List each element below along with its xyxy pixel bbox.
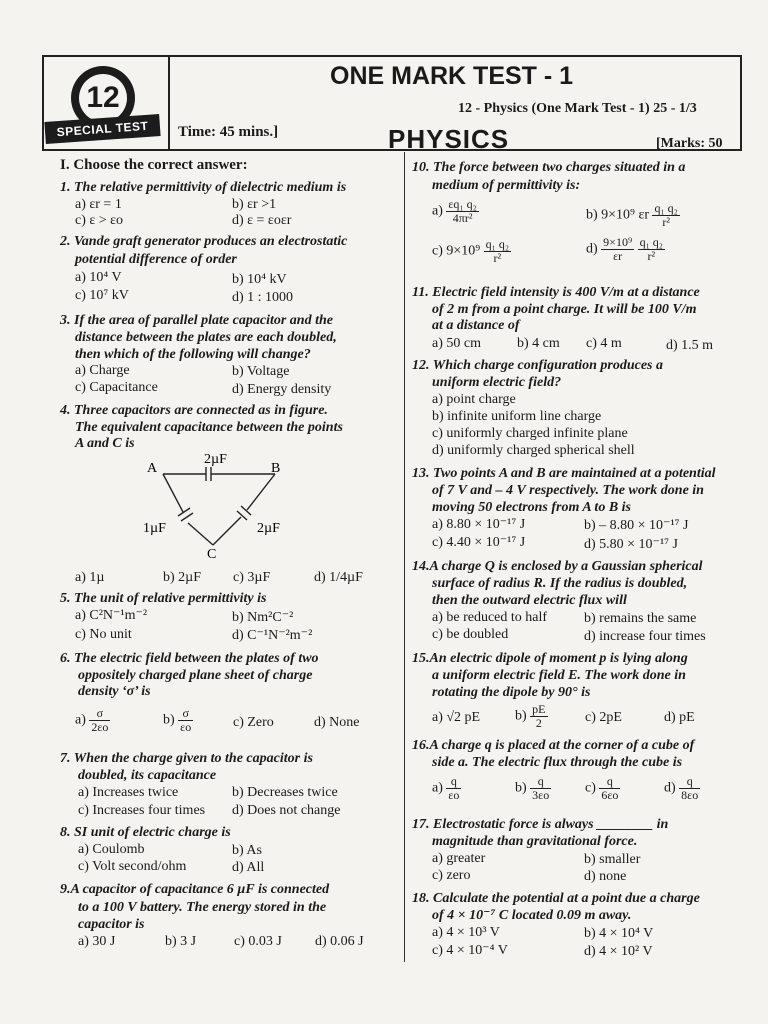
q11-option-a: a) 50 cm (432, 336, 481, 351)
question-6-line-3: density ‘σ’ is (78, 684, 151, 699)
question-10-line-2: medium of permittivity is: (432, 178, 581, 193)
q7-option-d: d) Does not change (232, 803, 341, 818)
q12-option-b: b) infinite uniform line charge (432, 409, 602, 424)
q6-option-d: d) None (314, 715, 360, 730)
q2-option-d: d) 1 : 1000 (232, 290, 294, 305)
test-title: ONE MARK TEST - 1 (330, 62, 574, 90)
question-3-line-2: distance between the plates are each doubled, (75, 330, 337, 345)
q10-option-a (432, 198, 479, 225)
q10-option-b (586, 202, 680, 229)
test-subtitle: 12 - Physics (One Mark Test - 1) 25 - 1/3 (458, 101, 697, 116)
q10c-numerator: q₁ q₂ (485, 237, 510, 251)
q5-option-d: d) C⁻¹N⁻²m⁻² (232, 628, 313, 643)
q11-option-d: d) 1.5 m (666, 338, 714, 353)
q10d-numerator-2: q₁ q₂ (639, 235, 663, 249)
q9-option-d: d) 0.06 J (315, 934, 364, 949)
q16a-denominator: εo (448, 788, 460, 802)
q15-option-d: d) pE (664, 710, 695, 725)
q9-option-b: b) 3 J (165, 934, 197, 949)
q10d-numerator-1: 9×10⁹ (603, 235, 633, 249)
badge-ribbon: SPECIAL TEST (44, 114, 160, 144)
q14-option-c: c) be doubled (432, 627, 509, 642)
question-7-line-2: doubled, its capacitance (78, 768, 217, 783)
q16b-fraction (530, 775, 551, 802)
question-8: 8. SI unit of electric charge is (60, 825, 231, 840)
q7-option-c: c) Increases four times (78, 803, 206, 818)
q3-option-a: a) Charge (75, 363, 130, 378)
q10d-prefix: d) (586, 241, 598, 257)
section-heading: I. Choose the correct answer: (60, 157, 248, 173)
q6a-prefix: a) (75, 712, 86, 728)
q16b-denominator: 3εo (532, 788, 550, 802)
q8-option-c: c) Volt second/ohm (78, 859, 187, 874)
q16c-fraction (599, 775, 620, 802)
q2-option-b: b) 10⁴ kV (232, 272, 287, 287)
q1-option-b: b) εr >1 (232, 197, 277, 212)
q10a-prefix: a) (432, 203, 443, 219)
question-14-line-2: surface of radius R. If the radius is doubled, (432, 576, 688, 591)
marks-label: [Marks: 50 (656, 136, 723, 151)
question-13-line-3: moving 50 electrons from A to B is (432, 500, 631, 515)
question-11-line-1: 11. Electric field intensity is 400 V/m at a distance (412, 285, 700, 300)
q12-option-c: c) uniformly charged infinite plane (432, 426, 628, 441)
q10a-denominator: 4πr² (452, 211, 473, 225)
q16a-numerator: q (446, 775, 461, 789)
q14-option-d: d) increase four times (584, 629, 706, 644)
question-17-line-1: 17. Electrostatic force is always ________ in (412, 817, 669, 832)
question-3-line-1: 3. If the area of parallel plate capacitor and the (60, 313, 333, 328)
question-14-line-3: then the outward electric flux will (432, 593, 627, 608)
question-4-line-2: The equivalent capacitance between the points (75, 420, 343, 435)
q2-option-a: a) 10⁴ V (75, 270, 122, 285)
q8-option-d: d) All (232, 860, 265, 875)
q8-option-a: a) Coulomb (78, 842, 145, 857)
q17-option-a: a) greater (432, 851, 486, 866)
q16d-numerator: q (679, 775, 700, 789)
question-12-line-1: 12. Which charge configuration produces a (412, 358, 663, 373)
q4-option-c: c) 3µF (233, 570, 271, 585)
question-18-line-1: 18. Calculate the potential at a point due a charge (412, 891, 700, 906)
question-9-line-1: 9.A capacitor of capacitance 6 µF is connected (60, 882, 330, 897)
q4-option-a: a) 1µ (75, 570, 105, 585)
q10d-fraction-1 (601, 236, 634, 263)
q4-option-b: b) 2µF (163, 570, 202, 585)
q10d-denominator-2: r² (647, 249, 656, 263)
q16d-prefix: d) (664, 780, 676, 796)
question-16-line-1: 16.A charge q is placed at the corner of a cube of (412, 738, 695, 753)
q10b-fraction (652, 202, 679, 229)
q6b-prefix: b) (163, 712, 175, 728)
q18-option-b: b) 4 × 10⁴ V (584, 926, 654, 941)
question-7-line-1: 7. When the charge given to the capacitor is (60, 751, 313, 766)
q17-option-d: d) none (584, 869, 627, 884)
time-label: Time: 45 mins.] (178, 124, 279, 140)
q16c-denominator: 6εo (601, 788, 619, 802)
q6-option-c: c) Zero (233, 715, 274, 730)
q5-option-b: b) Nm²C⁻² (232, 610, 294, 625)
q10c-prefix: c) 9×10⁹ (432, 243, 481, 259)
question-5: 5. The unit of relative permittivity is (60, 591, 267, 606)
q10d-fraction-2 (638, 236, 665, 263)
q4-option-d: d) 1/4µF (314, 570, 363, 585)
q10b-prefix: b) 9×10⁹ εr (586, 207, 649, 223)
q12-option-a: a) point charge (432, 392, 516, 407)
q5-option-a: a) C²N⁻¹m⁻² (75, 608, 148, 623)
q1-option-c: c) ε > εo (75, 213, 124, 228)
question-4-line-3: A and C is (75, 436, 135, 451)
q16-option-a (432, 775, 461, 802)
question-11-line-3: at a distance of (432, 318, 520, 333)
q10c-fraction (484, 238, 511, 265)
subject-title: PHYSICS (388, 124, 510, 154)
question-9-line-3: capacitor is (78, 917, 145, 932)
top-capacitor-label: 2µF (204, 452, 227, 467)
node-c-label: C (207, 547, 217, 560)
q11-option-b: b) 4 cm (517, 336, 560, 351)
question-13-line-1: 13. Two points A and B are maintained at a potential (412, 466, 716, 481)
question-10-line-1: 10. The force between two charges situated in a (412, 160, 686, 175)
q17-option-b: b) smaller (584, 852, 641, 867)
q15b-fraction (530, 703, 547, 730)
question-3-line-3: then which of the following will change? (75, 347, 311, 362)
q16b-prefix: b) (515, 780, 527, 796)
q14-option-a: a) be reduced to half (432, 610, 548, 625)
q10b-denominator: r² (662, 215, 670, 229)
question-15-line-1: 15.An electric dipole of moment p is lying along (412, 651, 688, 666)
question-15-line-2: a uniform electric field E. The work done in (432, 668, 686, 683)
q6a-denominator: 2εo (91, 720, 109, 734)
q10b-numerator: q₁ q₂ (654, 201, 678, 215)
q15-option-a: a) √2 pE (432, 710, 481, 725)
q9-option-a: a) 30 J (78, 934, 116, 949)
q3-option-d: d) Energy density (232, 382, 332, 397)
q6b-denominator: εo (180, 720, 192, 734)
question-14-line-1: 14.A charge Q is enclosed by a Gaussian spherical (412, 559, 703, 574)
q16a-fraction (446, 775, 461, 802)
question-1: 1. The relative permittivity of dielectric medium is (60, 180, 347, 195)
q3-option-b: b) Voltage (232, 364, 290, 379)
q15-option-b (515, 703, 548, 730)
question-6-line-2: oppositely charged plane sheet of charge (78, 668, 313, 683)
q11-option-c: c) 4 m (586, 336, 622, 351)
q16a-prefix: a) (432, 780, 443, 796)
question-18-line-2: of 4 × 10⁻⁷ C located 0.09 m away. (432, 908, 632, 923)
node-a-label: A (147, 461, 158, 476)
q7-option-a: a) Increases twice (78, 785, 179, 800)
q16c-numerator: q (599, 775, 620, 789)
q18-option-d: d) 4 × 10² V (584, 944, 653, 959)
q10a-numerator: εq₁ q₂ (448, 197, 477, 211)
q6b-fraction (178, 707, 193, 734)
question-11-line-2: of 2 m from a point charge. It will be 100 V/m (432, 302, 697, 317)
left-capacitor-label: 1µF (143, 521, 166, 536)
q10-option-d (586, 236, 665, 263)
capacitor-circuit-figure (135, 450, 305, 560)
q6-option-a (75, 707, 110, 734)
q2-option-c: c) 10⁷ kV (75, 288, 129, 303)
q15b-numerator: pE (532, 702, 546, 716)
q10a-fraction (446, 198, 478, 225)
column-divider (404, 152, 405, 962)
question-16-line-2: side a. The electric flux through the cube is (432, 755, 683, 770)
q5-option-c: c) No unit (75, 627, 132, 642)
node-b-label: B (271, 461, 281, 476)
q6b-numerator: σ (178, 707, 193, 721)
q12-option-d: d) uniformly charged spherical shell (432, 443, 635, 458)
q13-option-b: b) – 8.80 × 10⁻¹⁷ J (584, 518, 689, 533)
q16-option-d (664, 775, 700, 802)
q10c-denominator: r² (493, 251, 502, 265)
question-15-line-3: rotating the dipole by 90° is (432, 685, 591, 700)
q15-option-c: c) 2pE (585, 710, 622, 725)
q6a-numerator: σ (89, 707, 110, 721)
q1-option-a: a) εr = 1 (75, 197, 122, 212)
question-9-line-2: to a 100 V battery. The energy stored in the (78, 900, 327, 915)
question-2-line-2: potential difference of order (75, 252, 237, 267)
q18-option-c: c) 4 × 10⁻⁴ V (432, 943, 508, 958)
q17-option-c: c) zero (432, 868, 471, 883)
q10d-denominator-1: εr (613, 249, 623, 263)
q9-option-c: c) 0.03 J (234, 934, 282, 949)
q15b-denominator: 2 (535, 716, 542, 730)
q13-option-d: d) 5.80 × 10⁻¹⁷ J (584, 537, 678, 552)
q16c-prefix: c) (585, 780, 596, 796)
q18-option-a: a) 4 × 10³ V (432, 925, 500, 940)
question-4-line-1: 4. Three capacitors are connected as in figure. (60, 403, 328, 418)
q15b-prefix: b) (515, 708, 527, 724)
q16b-numerator: q (530, 775, 551, 789)
q6a-fraction (89, 707, 110, 734)
q6-option-b (163, 707, 193, 734)
q8-option-b: b) As (232, 843, 262, 858)
question-17-line-2: magnitude than gravitational force. (432, 834, 638, 849)
q3-option-c: c) Capacitance (75, 380, 158, 395)
q14-option-b: b) remains the same (584, 611, 697, 626)
q16d-fraction (679, 775, 700, 802)
question-6-line-1: 6. The electric field between the plates of two (60, 651, 319, 666)
question-13-line-2: of 7 V and – 4 V respectively. The work done in (432, 483, 704, 498)
q16-option-c (585, 775, 620, 802)
right-capacitor-label: 2µF (257, 521, 280, 536)
q7-option-b: b) Decreases twice (232, 785, 338, 800)
question-2-line-1: 2. Vande graft generator produces an electrostatic (60, 234, 348, 249)
q13-option-a: a) 8.80 × 10⁻¹⁷ J (432, 517, 526, 532)
badge-number: 12 (79, 74, 127, 122)
q13-option-c: c) 4.40 × 10⁻¹⁷ J (432, 535, 526, 550)
question-12-line-2: uniform electric field? (432, 375, 562, 390)
q16d-denominator: 8εo (681, 788, 699, 802)
q1-option-d: d) ε = εoεr (232, 213, 292, 228)
q16-option-b (515, 775, 551, 802)
q10-option-c (432, 238, 511, 265)
